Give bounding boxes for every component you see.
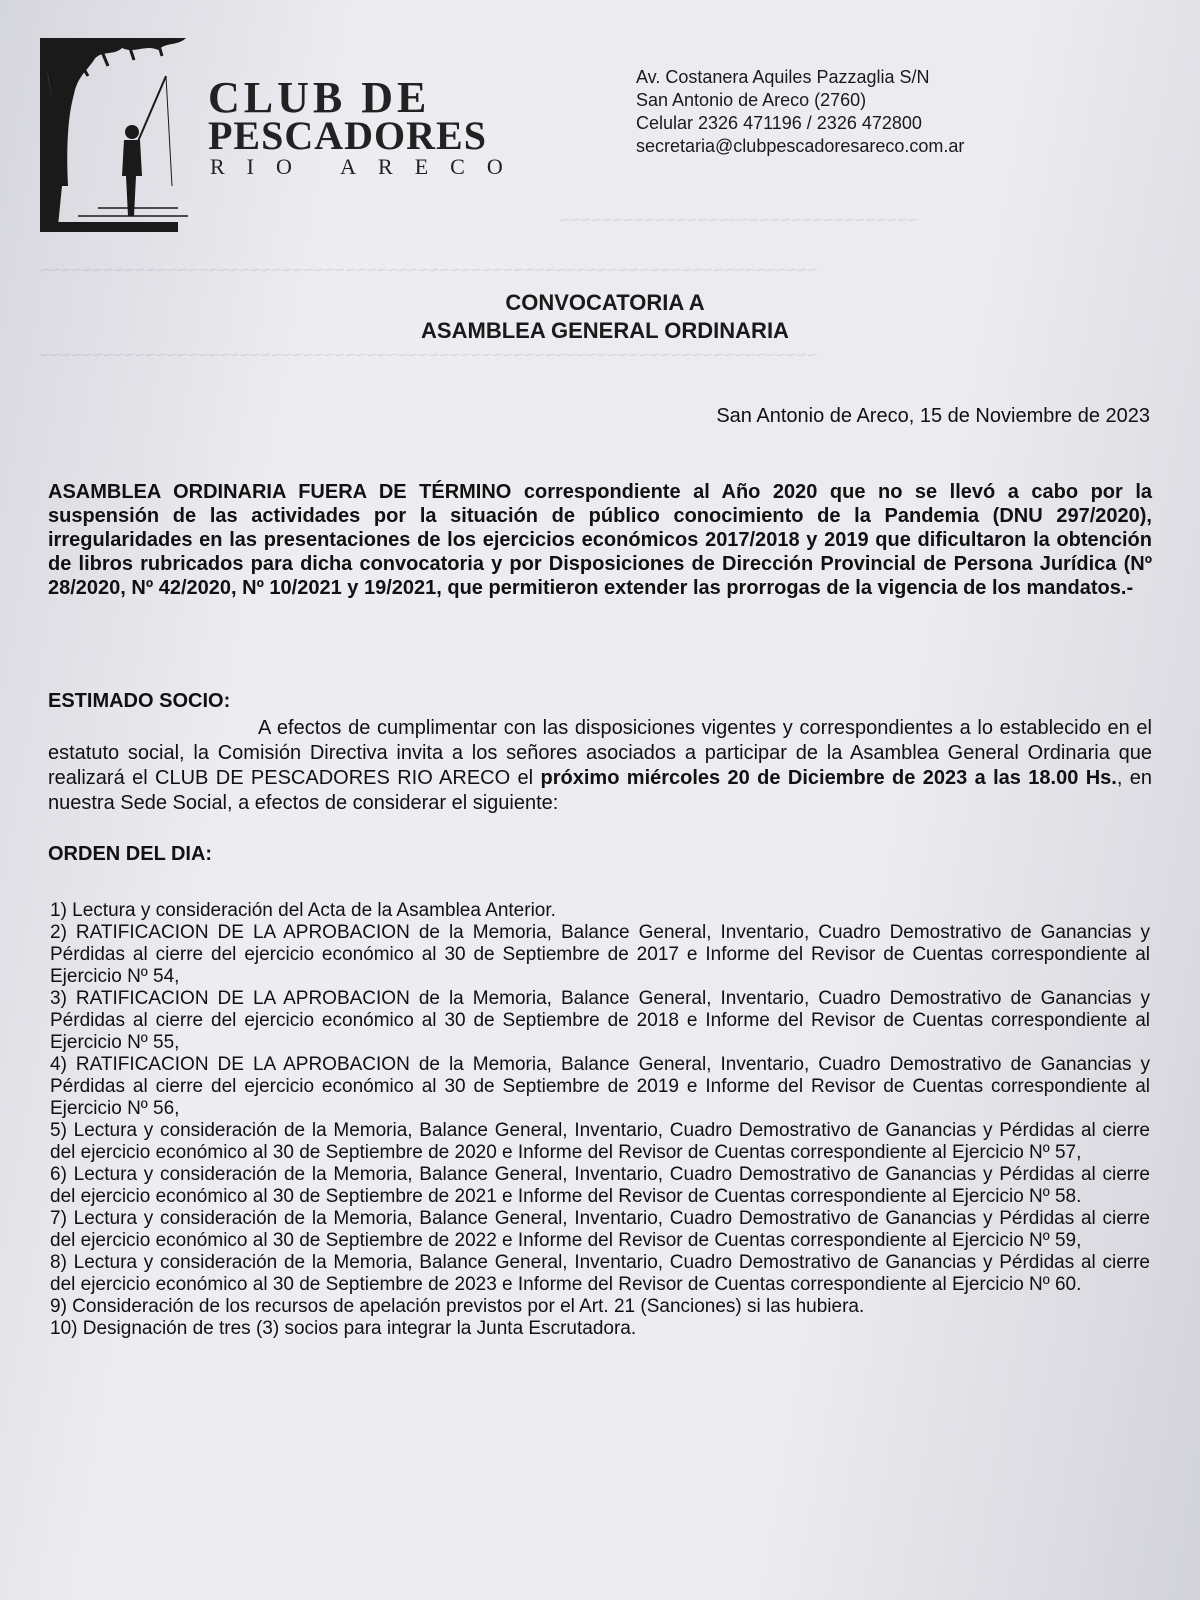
show-through-texture: ~~~~~~~~~~~~~~~~~~~~~~~~~~~~~~~~~~~~~~~~~~~~~~~~~~~~~~~~~~~~~~~~~~~~~~~~~~ [40, 345, 818, 365]
intro-paragraph: ASAMBLEA ORDINARIA FUERA DE TÉRMINO correspondiente al Año 2020 que no se llevó a cabo por la suspensión de las actividades por la situación de público conocimiento de la Pandemia (DNU 297/2020), irregularidades en las presentaciones de los ejercicios económicos 2017/2018 y 2019 que dificultaron la obtención de libros rubricados para dicha convocatoria y por Disposiciones de Dirección Provincial de Persona Jurídica (Nº 28/2020, Nº 42/2020, Nº 10/2021 y 19/2021, que permitieron extender las prorrogas de la vigencia de los mandatos.- [48, 481, 1152, 599]
logo-line-2: PESCADORES [208, 113, 487, 158]
document-title-line-2: ASAMBLEA GENERAL ORDINARIA [421, 318, 789, 343]
invitation-text-2: , en nuestra Sede Social, a efectos de considerar el siguiente: [48, 767, 1153, 814]
address-phone: Celular 2326 471196 / 2326 472800 [636, 113, 922, 133]
invitation-date-time: próximo miércoles 20 de Diciembre de 2023 a las 18.00 Hs. [540, 767, 1117, 789]
agenda-item: 8) Lectura y consideración de la Memoria, Balance General, Inventario, Cuadro Demostrativo de Ganancias y Pérdidas al cierre del ejercicio económico al 30 de Septiembre de 2023 e Informe del Revisor de Cuentas correspondiente al Ejercicio Nº 60. [50, 1252, 1150, 1295]
agenda-list [50, 900, 1150, 1340]
address-city: San Antonio de Areco (2760) [636, 90, 867, 110]
agenda-title: ORDEN DEL DIA: [48, 843, 213, 865]
document-title-line-1: CONVOCATORIA A [505, 290, 705, 315]
address-street: Av. Costanera Aquiles Pazzaglia S/N [636, 67, 930, 87]
logo-line-3: RIO ARECO [210, 154, 525, 179]
logo-line-1: CLUB DE [208, 73, 431, 122]
address-email: secretaria@clubpescadoresareco.com.ar [636, 136, 965, 156]
club-logo [38, 36, 525, 241]
document-date: San Antonio de Areco, 15 de Noviembre de 2023 [716, 405, 1150, 427]
salutation: ESTIMADO SOCIO: [48, 690, 231, 712]
show-through-texture: ~~~~~~~~~~~~~~~~~~~~~~~~~~~~~~~~~~~~~~~~~~~~~~~~~~~~~~~~~~~~~~~~~~~~~~~~~~ [40, 260, 818, 280]
invitation-text-1: A efectos de cumplimentar con las disposiciones vigentes y correspondientes a lo establecido en el estatuto social, la Comisión Directiva invita a los señores asociados a participar de la Asamblea General Ordinaria que realizará el CLUB DE PESCADORES RIO ARECO el [48, 717, 1152, 789]
agenda-item: 9) Consideración de los recursos de apelación previstos por el Art. 21 (Sanciones) si las hubiera. [50, 1296, 865, 1317]
agenda-item: 1) Lectura y consideración del Acta de la Asamblea Anterior. [50, 900, 556, 921]
club-contact-block [636, 66, 964, 158]
agenda-item: 3) RATIFICACION DE LA APROBACION de la Memoria, Balance General, Inventario, Cuadro Demostrativo de Ganancias y Pérdidas al cierre del ejercicio económico al 30 de Septiembre de 2018 e Informe del Revisor de Cuentas correspondiente al Ejercicio Nº 55, [50, 988, 1150, 1053]
agenda-item: 2) RATIFICACION DE LA APROBACION de la Memoria, Balance General, Inventario, Cuadro Demostrativo de Ganancias y Pérdidas al cierre del ejercicio económico al 30 de Septiembre de 2017 e Informe del Revisor de Cuentas correspondiente al Ejercicio Nº 54, [50, 922, 1150, 987]
show-through-texture: ~~~~~~~~~~~~~~~~~~~~~~~~~~~~~~~~~~ [560, 210, 918, 230]
agenda-item: 7) Lectura y consideración de la Memoria, Balance General, Inventario, Cuadro Demostrativo de Ganancias y Pérdidas al cierre del ejercicio económico al 30 de Septiembre de 2022 e Informe del Revisor de Cuentas correspondiente al Ejercicio Nº 59, [50, 1208, 1150, 1251]
agenda-item: 4) RATIFICACION DE LA APROBACION de la Memoria, Balance General, Inventario, Cuadro Demostrativo de Ganancias y Pérdidas al cierre del ejercicio económico al 30 de Septiembre de 2019 e Informe del Revisor de Cuentas correspondiente al Ejercicio Nº 56, [50, 1054, 1150, 1119]
agenda-item: 6) Lectura y consideración de la Memoria, Balance General, Inventario, Cuadro Demostrativo de Ganancias y Pérdidas al cierre del ejercicio económico al 30 de Septiembre de 2021 e Informe del Revisor de Cuentas correspondiente al Ejercicio Nº 58. [50, 1164, 1150, 1207]
invitation-paragraph [48, 716, 1152, 816]
agenda-item: 5) Lectura y consideración de la Memoria, Balance General, Inventario, Cuadro Demostrativo de Ganancias y Pérdidas al cierre del ejercicio económico al 30 de Septiembre de 2020 e Informe del Revisor de Cuentas correspondiente al Ejercicio Nº 57, [50, 1120, 1150, 1163]
agenda-item: 10) Designación de tres (3) socios para integrar la Junta Escrutadora. [50, 1318, 637, 1339]
